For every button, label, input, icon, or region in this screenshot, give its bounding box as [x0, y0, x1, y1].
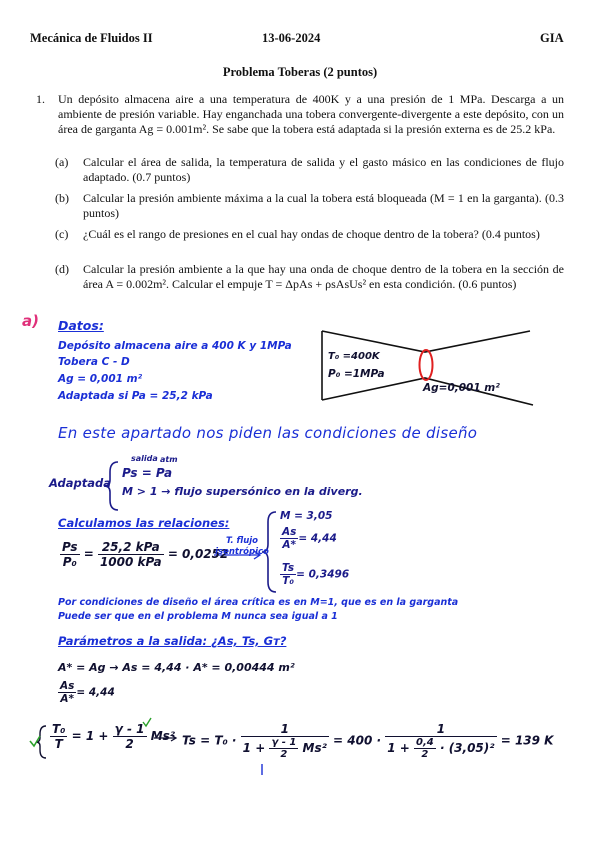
problem-number: 1. — [36, 92, 45, 106]
diagram-throat-area: Ag=0,001 m² — [423, 382, 500, 394]
diagram-p0: P₀ =1MPa — [328, 368, 385, 380]
datos-line-3: Ag = 0,001 m² — [58, 373, 143, 385]
datos-title: Datos: — [58, 318, 104, 333]
adaptada-salida-note: salida — [131, 454, 158, 463]
relaciones-title: Calculamos las relaciones: — [58, 516, 230, 530]
result-area-ratio: $\frac{As}{A*}$ = 4,44 — [282, 526, 337, 551]
isentropic-note: T. flujo isentrópico — [215, 536, 269, 557]
ratio-numerator: 25,2 kPa — [98, 540, 164, 555]
ratio-denominator: 1000 kPa — [99, 555, 162, 569]
problem-statement: Un depósito almacena aire a una temperatura de 400K y a una presión de 1 MPa. Descarga a un ambiente de presión variable. Hay enganchada una tobera convergente-divergente a este depósito, con un área de garganta Ag = 0.001m². Se sabe que la tobera está adaptada si la presión externa es de 25.2 kPa. — [58, 92, 564, 136]
result-mach: M = 3,05 — [280, 510, 333, 522]
part-b-text: Calcular la presión ambiente máxima a la cual la tobera está bloqueada (M = 1 en la garganta). (0.3 puntos) — [83, 191, 564, 220]
exit-area-line: A* = Ag → As = 4,44 · A* = 0,00444 m² — [58, 661, 295, 674]
degree-code: GIA — [540, 31, 564, 45]
datos-line-4: Adaptada si Pa = 25,2 kPa — [58, 390, 213, 402]
problem-title: Problema Toberas (2 puntos) — [222, 65, 378, 79]
pressure-ratio: $\frac{Ps}{\text{P₀}}$ = $\frac{\text{25,2 kPa}}{\text{1000 kPa}}$ = 0,0252 — [62, 540, 229, 569]
part-c-label: (c) — [55, 227, 69, 241]
temp-result: = 139 K — [500, 733, 554, 748]
part-d-text: Calcular la presión ambiente a la que hay una onda de choque dentro de la tobera en la sección de área A = 0.002m². Calcular el empuje T = ΔpAs + ρsAsUs² en esta condición. (0.6 puntos) — [83, 262, 564, 291]
exit-area-ratio: $\frac{As}{A*}$ = 4,44 — [60, 680, 115, 705]
handwritten-part-label: a) — [22, 312, 39, 330]
adaptada-pressure: Ps = Pa — [122, 466, 173, 480]
part-b-label: (b) — [55, 191, 69, 205]
adaptada-mach: M > 1 → flujo supersónico en la diverg. — [122, 485, 363, 498]
datos-line-1: Depósito almacena aire a 400 K y 1MPa — [58, 340, 292, 352]
throat-highlight — [420, 350, 433, 380]
result-temp-ratio: $\frac{Ts}{\text{T₀}}$ = 0,3496 — [282, 562, 350, 587]
exit-params-title: Parámetros a la salida: ¿As, Ts, Gт? — [58, 634, 287, 648]
part-a-text: Calcular el área de salida, la temperatura de salida y el gasto másico en las condiciones de flujo adaptado. (0.7 puntos) — [83, 155, 564, 184]
part-a-label: (a) — [55, 155, 69, 169]
adaptada-atm-note: atm — [160, 455, 178, 464]
adaptada-label: Adaptada — [49, 476, 112, 490]
datos-line-2: Tobera C - D — [58, 356, 130, 368]
temp-eq-left: $\frac{\text{T₀}}{T}$ = 1 + $\frac{\gamma - 1}{2}$ Ms² — [52, 722, 176, 751]
mach-note: Puede ser que en el problema M nunca sea igual a 1 — [58, 611, 338, 622]
ratio-result: = 0,0252 — [167, 547, 229, 561]
part-c-text: ¿Cuál es el rango de presiones en el cual hay ondas de choque dentro de la tobera? (0.4 puntos) — [83, 227, 540, 241]
part-d-label: (d) — [55, 262, 69, 276]
critical-area-note: Por condiciones de diseño el área crítica es en M=1, que es en la garganta — [58, 597, 459, 608]
temp-eq-right: Ts = T₀ · 1 1 + $\frac{\gamma - 1}{2}$ Ms² = 400 · 1 1 + $\frac{0,4}{2}$ · (3,05)² = 139 K — [182, 722, 554, 760]
exam-date: 13-06-2024 — [262, 31, 321, 45]
diagram-t0: T₀ =400K — [328, 351, 380, 362]
design-conditions-line: En este apartado nos piden las condiciones de diseño — [58, 424, 478, 442]
course-name: Mecánica de Fluidos II — [30, 31, 153, 45]
